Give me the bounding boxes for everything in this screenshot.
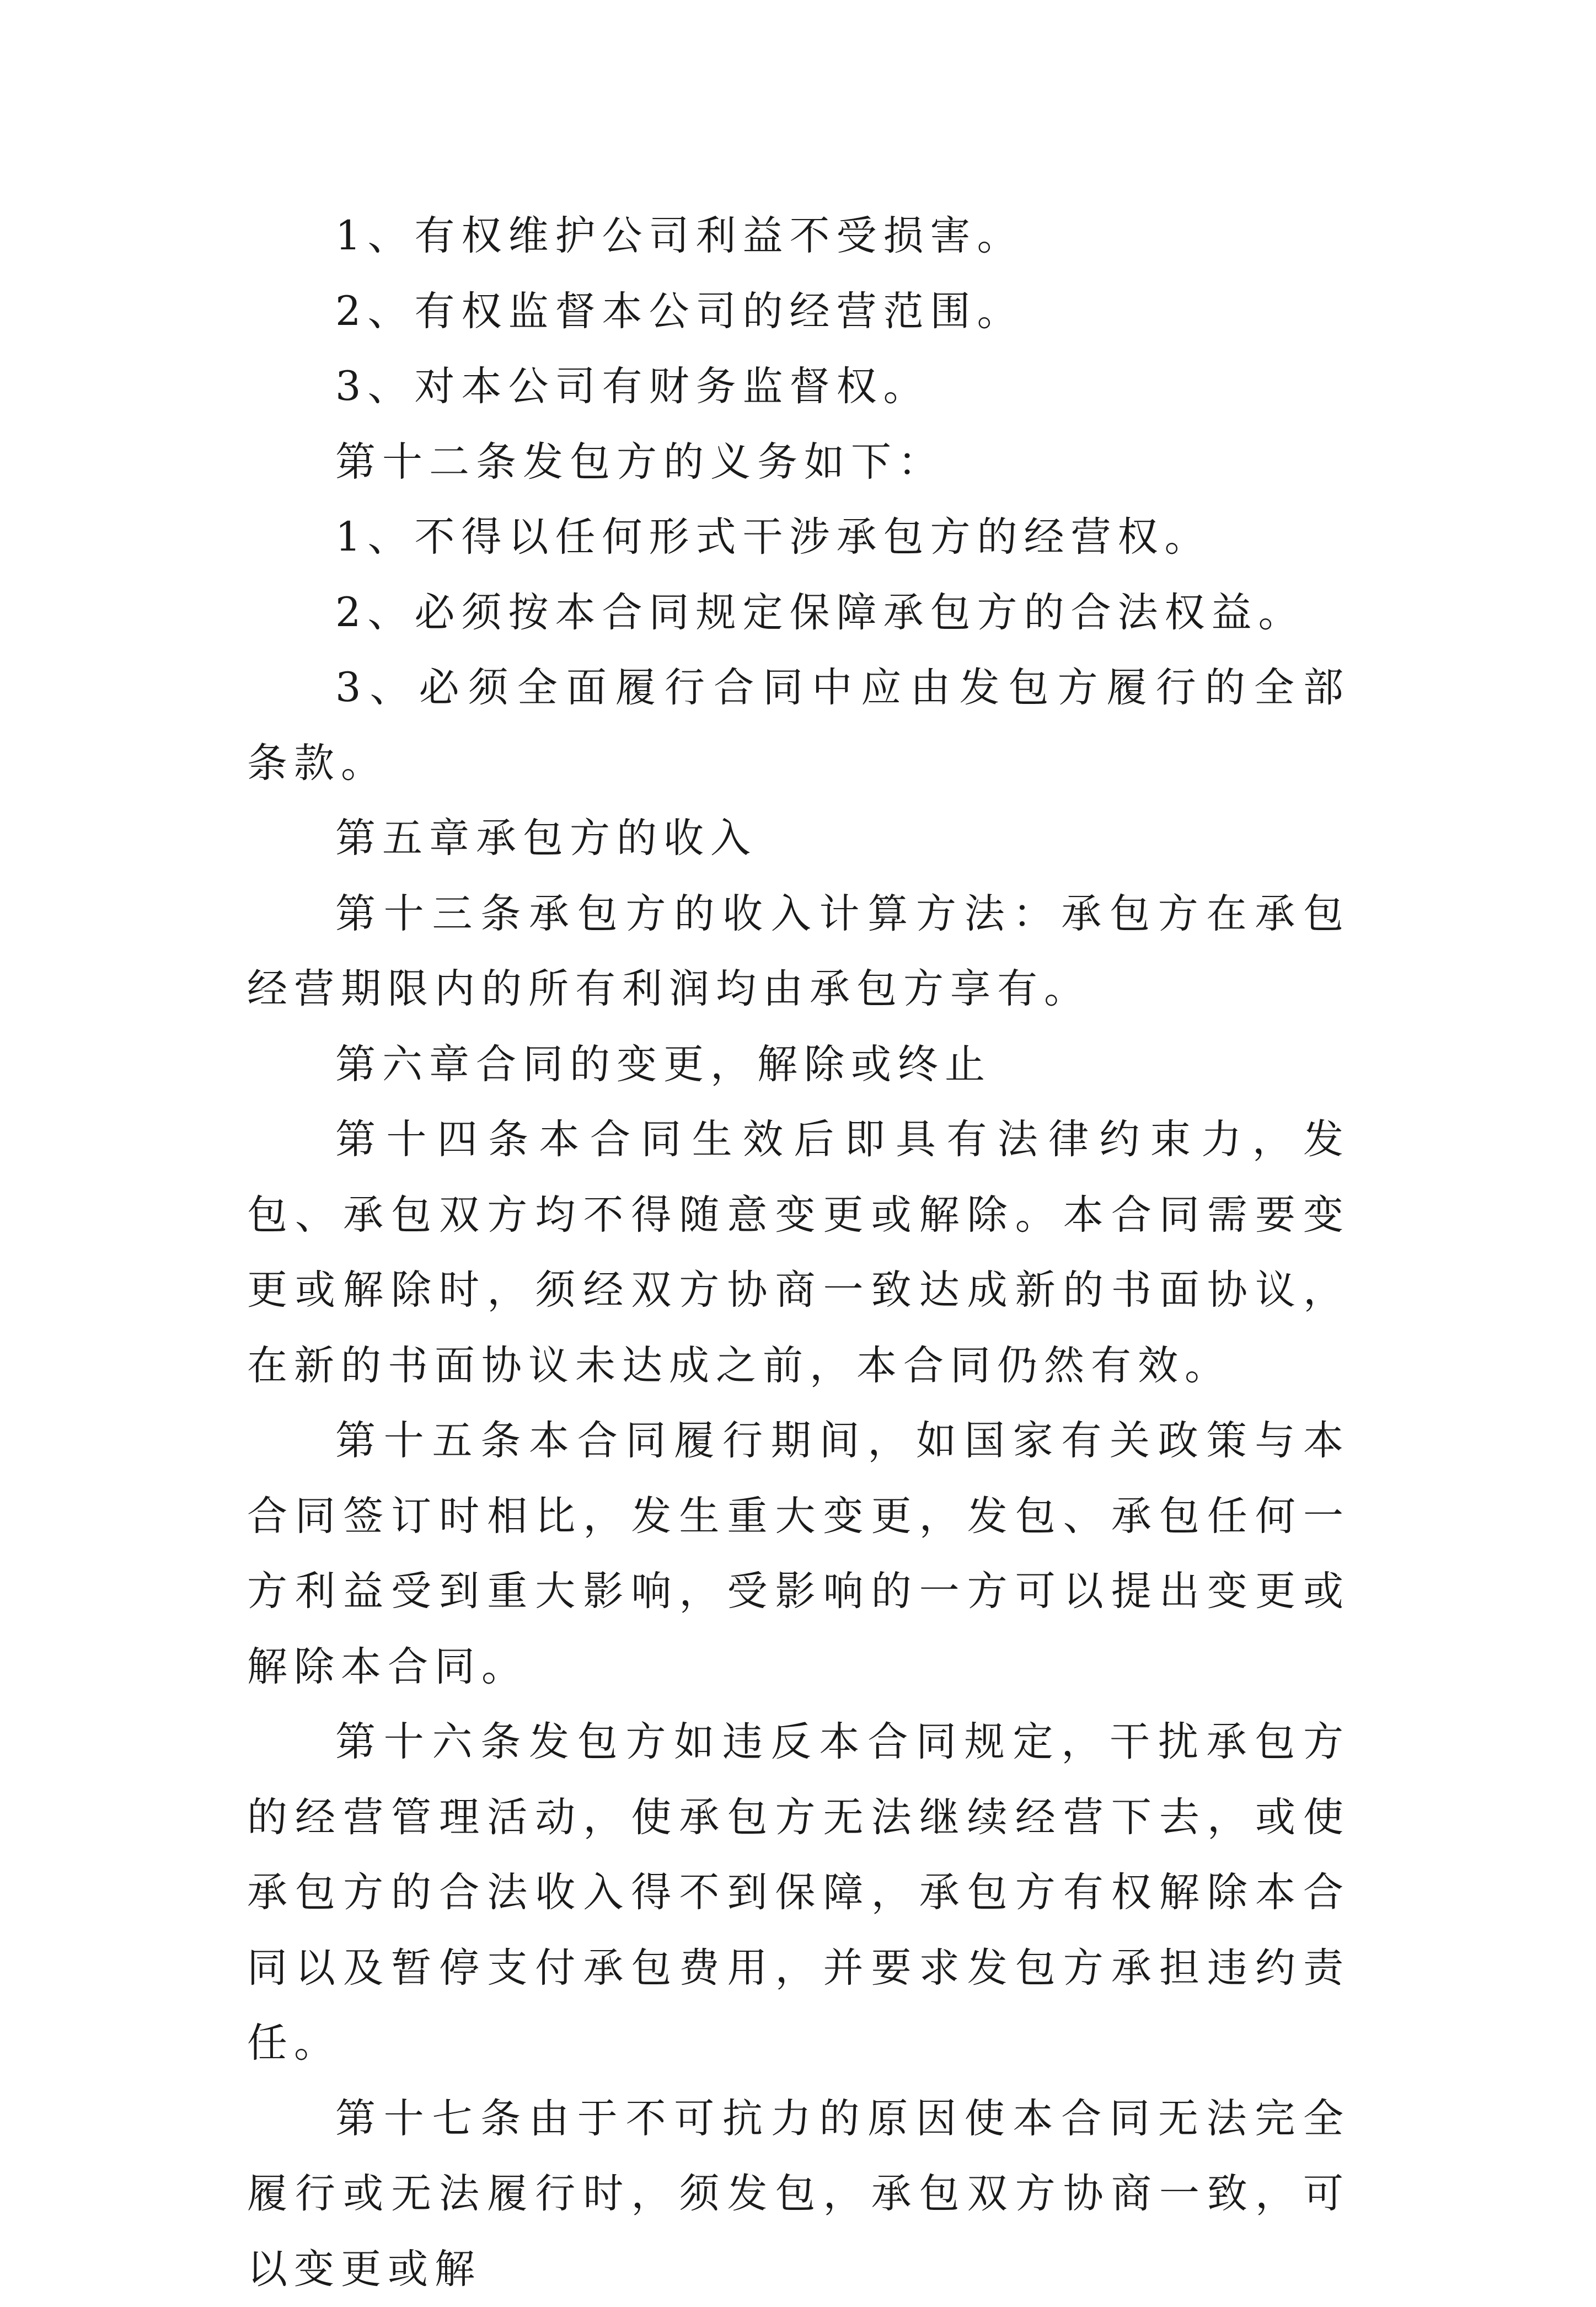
document-body <box>247 199 1350 2307</box>
paragraph-duty-3: 3、必须全面履行合同中应由发包方履行的全部条款。 <box>247 650 1350 801</box>
paragraph-duty-1: 1、不得以任何形式干涉承包方的经营权。 <box>247 500 1350 575</box>
paragraph-right-2: 2、有权监督本公司的经营范围。 <box>247 274 1350 350</box>
chapter-6-heading: 第六章合同的变更，解除或终止 <box>247 1027 1350 1103</box>
article-15: 第十五条本合同履行期间，如国家有关政策与本合同签订时相比，发生重大变更，发包、承包任何一方利益受到重大影响，受影响的一方可以提出变更或解除本合同。 <box>247 1403 1350 1705</box>
chapter-5-heading: 第五章承包方的收入 <box>247 801 1350 877</box>
article-17: 第十七条由于不可抗力的原因使本合同无法完全履行或无法履行时，须发包，承包双方协商一致，可以变更或解 <box>247 2081 1350 2307</box>
article-12-heading: 第十二条发包方的义务如下： <box>247 425 1350 500</box>
paragraph-right-1: 1、有权维护公司利益不受损害。 <box>247 199 1350 274</box>
article-14: 第十四条本合同生效后即具有法律约束力，发包、承包双方均不得随意变更或解除。本合同需要变更或解除时，须经双方协商一致达成新的书面协议，在新的书面协议未达成之前，本合同仍然有效。 <box>247 1102 1350 1403</box>
paragraph-duty-2: 2、必须按本合同规定保障承包方的合法权益。 <box>247 575 1350 651</box>
article-13: 第十三条承包方的收入计算方法：承包方在承包经营期限内的所有利润均由承包方享有。 <box>247 877 1350 1027</box>
paragraph-right-3: 3、对本公司有财务监督权。 <box>247 349 1350 425</box>
article-16: 第十六条发包方如违反本合同规定，干扰承包方的经营管理活动，使承包方无法继续经营下去，或使承包方的合法收入得不到保障，承包方有权解除本合同以及暂停支付承包费用，并要求发包方承担违约责任。 <box>247 1705 1350 2081</box>
